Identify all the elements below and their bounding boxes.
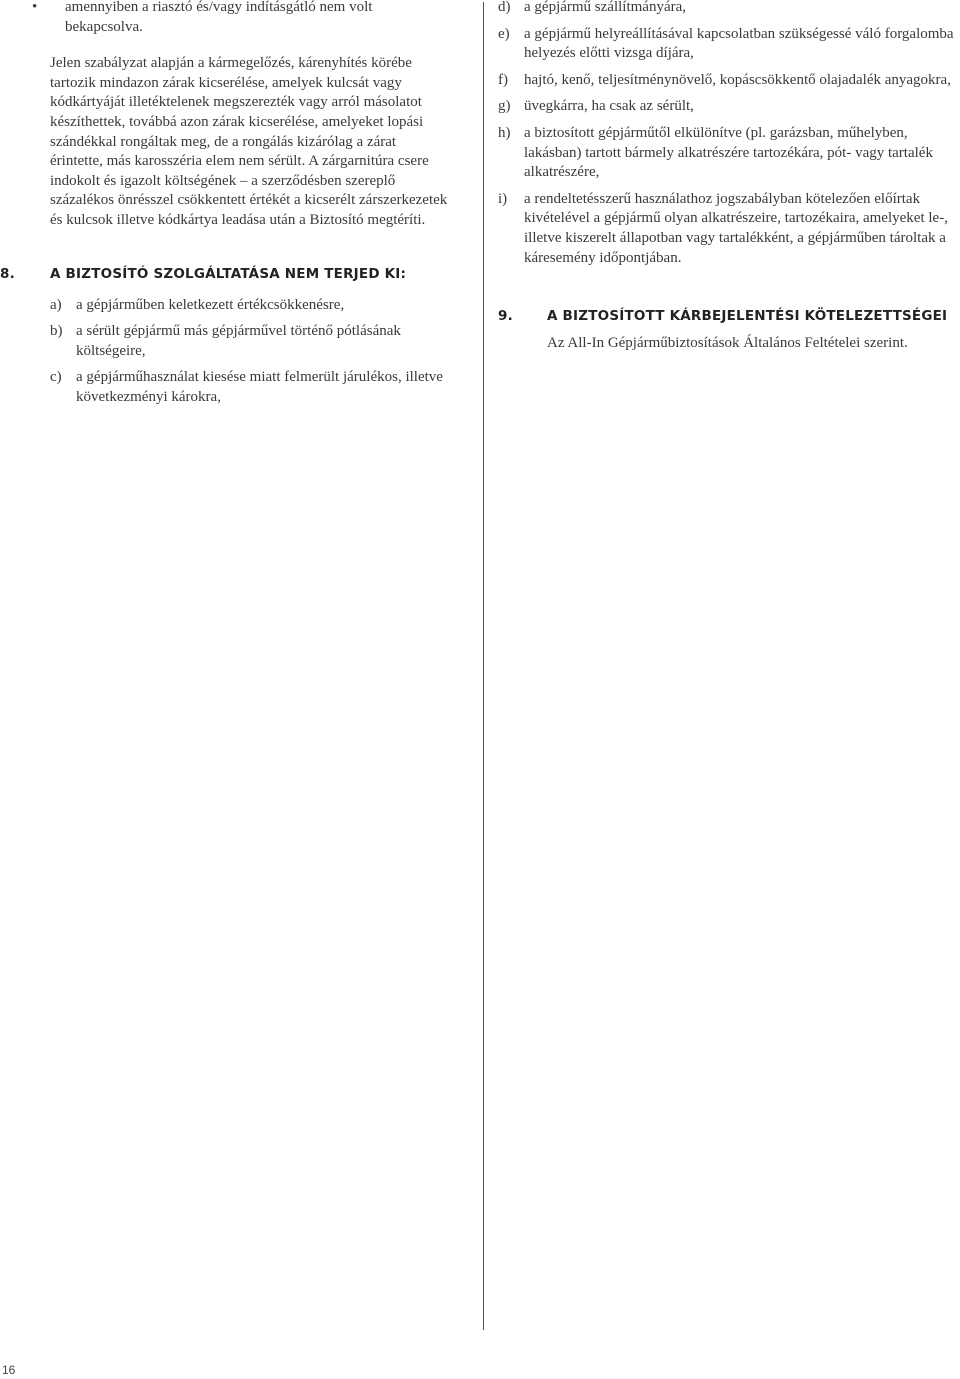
item-marker: i) xyxy=(498,190,508,207)
section-8-number: 8. xyxy=(0,265,15,282)
item-text: a gépjárműben keletkezett értékcsökkenésre, xyxy=(76,296,345,313)
zar-paragraph: Jelen szabályzat alapján a kármegelőzés, kárenyhítés körébe tartozik mindazon zárak kicserélése, amelyek kulcsát vagy kódkártyáját illetéktelenek megszerezték vagy arról másolatot készíthettek, továbbá azon zárak kicserélése, amelyeket lopási szándékkal rongáltak meg, de a rongálás kizárólag a zárat érintette, más karosszéria elem nem sérült. A zárgarnitúra csere indokolt és igazolt költségének – a szerződésben szereplő százalékos önrésszel csökkentett értékét a kicserélt zárszerkezetek és kulcsok illetve kódkártya leadása után a Biztosító megtéríti. xyxy=(50,55,448,228)
item-text: a sérült gépjármű más gépjárművel történő pótlásának költségeire, xyxy=(76,323,401,359)
bullet-text: amennyiben a riasztó és/vagy indításgátló nem volt bekapcsolva. xyxy=(65,0,373,35)
item-marker: b) xyxy=(50,323,63,340)
section-8-title: A BIZTOSÍTÓ SZOLGÁLTATÁSA NEM TERJED KI: xyxy=(50,265,407,282)
page-number: 16 xyxy=(2,1363,16,1377)
bullet-item xyxy=(32,0,450,37)
column-divider xyxy=(483,2,484,1330)
item-text: a gépjárműhasználat kiesése miatt felmerült járulékos, illetve következményi károkra, xyxy=(76,369,443,405)
list-item-d xyxy=(498,0,960,18)
item-text: a biztosított gépjárműtől elkülönítve (pl. garázsban, műhelyben, lakásban) tartott bármely alkatrészére tartozékára, pót- vagy tartalék alkatrészére, xyxy=(524,124,933,181)
right-column xyxy=(498,0,960,354)
left-column xyxy=(0,0,450,408)
item-text: hajtó, kenő, teljesítménynövelő, kopáscsökkentő olajadalék anyagokra, xyxy=(524,71,951,88)
list-item-f xyxy=(498,71,960,91)
item-marker: f) xyxy=(498,71,508,88)
section-9-number: 9. xyxy=(498,308,513,325)
list-item-c xyxy=(50,368,450,407)
item-marker: a) xyxy=(50,296,62,313)
list-item-b xyxy=(50,322,450,361)
item-text: a rendeltetésszerű használathoz jogszabályban kötelezően előírtak kivételével a gépjármű olyan alkatrészeire, tartozékaira, amelyeket le-, illetve kiszerelt állapotban vagy tartalékként, a gépjárműben tároltak a káresemény időpontjában. xyxy=(524,190,948,266)
item-marker: d) xyxy=(498,0,511,15)
section-9-text: Az All-In Gépjárműbiztosítások Általános Feltételei szerint. xyxy=(547,335,908,352)
item-text: üvegkárra, ha csak az sérült, xyxy=(524,98,694,115)
section-9-heading xyxy=(498,308,960,324)
list-item-a xyxy=(50,296,450,316)
list-item-h xyxy=(498,124,960,183)
section-8-heading xyxy=(0,265,450,282)
item-text: a gépjármű helyreállításával kapcsolatban szükségessé váló forgalomba helyezés előtti vizsga díjára, xyxy=(524,25,954,62)
list-item-i xyxy=(498,190,960,268)
list-item-e xyxy=(498,25,960,64)
bullet-icon: • xyxy=(32,0,38,15)
item-text: a gépjármű szállítmányára, xyxy=(524,0,687,15)
section-9-title: A BIZTOSÍTOTT KÁRBEJELENTÉSI KÖTELEZETTSÉGEI xyxy=(547,308,948,325)
item-marker: c) xyxy=(50,369,62,386)
item-marker: e) xyxy=(498,25,510,42)
list-item-g xyxy=(498,97,960,117)
item-marker: h) xyxy=(498,124,511,141)
item-marker: g) xyxy=(498,98,511,115)
